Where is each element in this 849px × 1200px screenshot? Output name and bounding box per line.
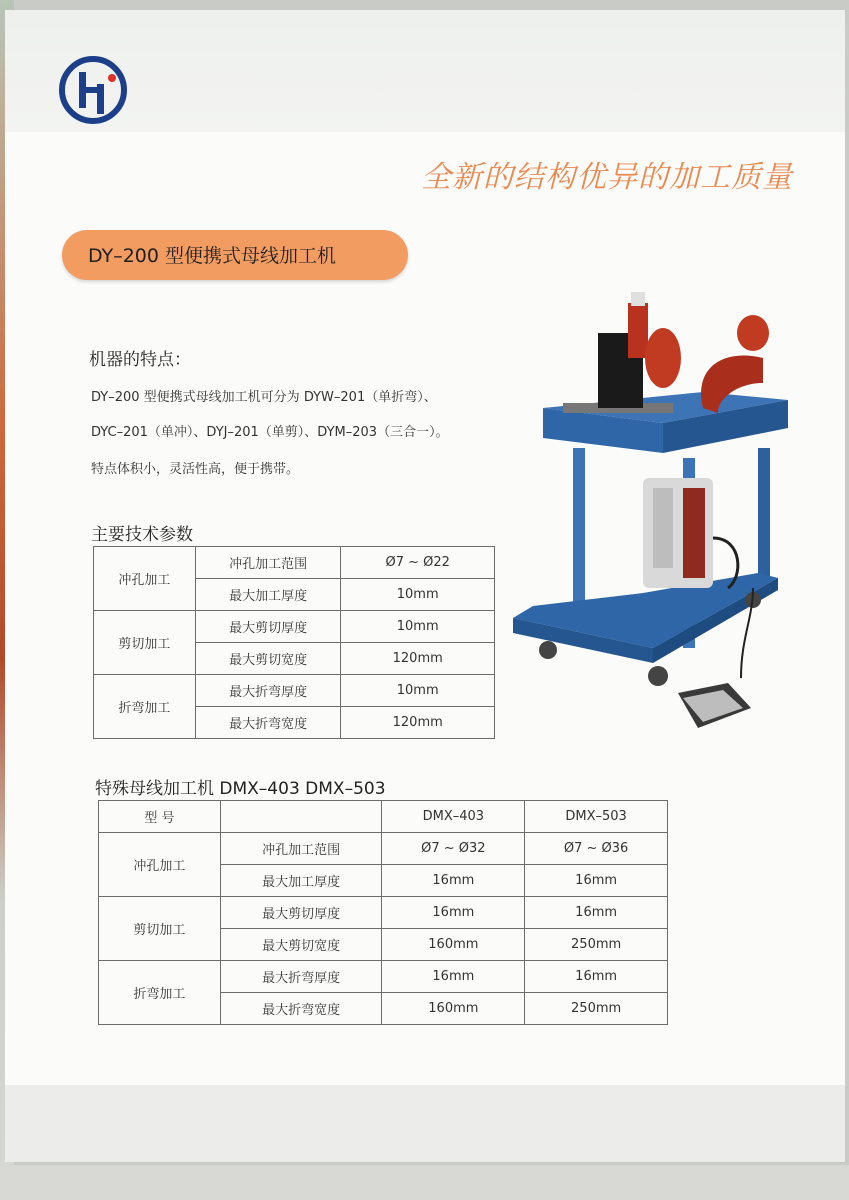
param-value: 10mm [341,579,495,611]
param-label: 最大折弯宽度 [195,707,341,739]
param-value: 10mm [341,611,495,643]
table-row [94,675,495,707]
table-row [99,897,668,929]
group-label: 剪切加工 [99,897,221,961]
group-label: 折弯加工 [99,961,221,1025]
table-header-row [99,801,668,833]
features-line-2: DYC–201（单冲）、DYJ–201（单剪）、DYM–203（三合一）。 [91,425,449,440]
param-value: 250mm [525,929,668,961]
param-value: 16mm [382,961,525,993]
param-label: 最大剪切厚度 [195,611,341,643]
features-heading: 机器的特点： [89,350,191,370]
param-label: 最大折弯厚度 [195,675,341,707]
brochure-page [5,10,845,1162]
param-label: 冲孔加工范围 [195,547,341,579]
param-value: 16mm [382,897,525,929]
param-label: 冲孔加工范围 [220,833,382,865]
group-label: 折弯加工 [94,675,196,739]
param-value: 250mm [525,993,668,1025]
table-row [99,961,668,993]
param-value: Ø7 ~ Ø36 [525,833,668,865]
param-value: Ø7 ~ Ø22 [341,547,495,579]
features-line-1: DY–200 型便携式母线加工机可分为 DYW–201（单折弯）、 [91,390,437,405]
param-label: 最大剪切厚度 [220,897,382,929]
table-row [99,833,668,865]
product-title-badge [62,230,408,280]
param-value: 120mm [341,707,495,739]
product-title: DY–200 型便携式母线加工机 [88,245,337,267]
param-label: 最大折弯厚度 [220,961,382,993]
param-value: Ø7 ~ Ø32 [382,833,525,865]
special-table [98,800,668,1025]
header-band [5,10,845,132]
background-bottom [0,1165,849,1200]
param-value: 16mm [382,865,525,897]
specs-table [93,546,495,739]
param-value: 16mm [525,897,668,929]
param-label: 最大加工厚度 [220,865,382,897]
machine-illustration [503,288,793,738]
param-value: 160mm [382,993,525,1025]
param-value: 10mm [341,675,495,707]
group-label: 冲孔加工 [99,833,221,897]
footer-band [5,1085,845,1162]
param-label: 最大折弯宽度 [220,993,382,1025]
table-row [94,547,495,579]
group-label: 冲孔加工 [94,547,196,611]
column-header: DMX–503 [525,801,668,833]
specs-heading: 主要技术参数 [91,525,193,545]
param-label: 最大剪切宽度 [220,929,382,961]
company-logo [57,54,129,126]
param-value: 16mm [525,961,668,993]
column-header: DMX–403 [382,801,525,833]
table-row [94,611,495,643]
features-line-3: 特点体积小，灵活性高，便于携带。 [91,462,300,477]
param-value: 120mm [341,643,495,675]
empty-header [220,801,382,833]
model-label: 型 号 [99,801,221,833]
param-value: 160mm [382,929,525,961]
param-label: 最大加工厚度 [195,579,341,611]
group-label: 剪切加工 [94,611,196,675]
special-heading: 特殊母线加工机 DMX–403 DMX–503 [95,779,386,799]
slogan: 全新的结构优异的加工质量 [421,160,793,195]
param-label: 最大剪切宽度 [195,643,341,675]
param-value: 16mm [525,865,668,897]
